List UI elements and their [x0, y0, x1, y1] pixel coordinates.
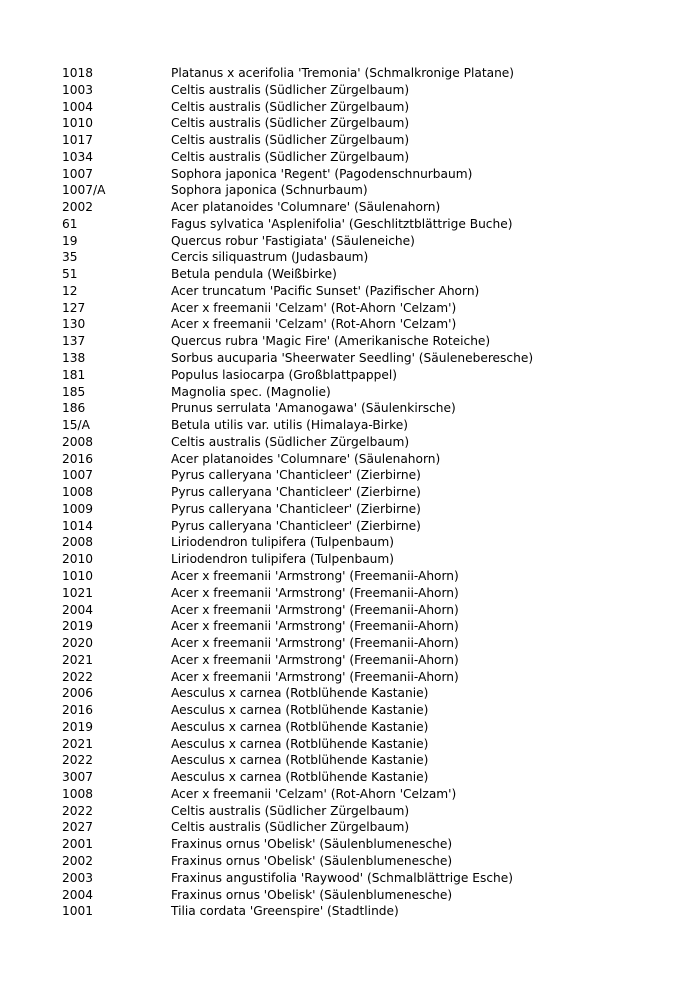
tree-species: Acer x freemanii 'Armstrong' (Freemanii-Ahorn) — [171, 652, 459, 667]
list-item — [62, 819, 533, 836]
tree-species: Acer x freemanii 'Armstrong' (Freemanii-Ahorn) — [171, 619, 459, 634]
list-item — [62, 333, 533, 350]
tree-number: 61 — [62, 216, 78, 231]
list-item — [62, 249, 533, 266]
list-item — [62, 568, 533, 585]
tree-species: Acer x freemanii 'Armstrong' (Freemanii-Ahorn) — [171, 568, 459, 583]
tree-species: Acer x freemanii 'Armstrong' (Freemanii-Ahorn) — [171, 585, 459, 600]
list-item — [62, 199, 533, 216]
tree-number: 2001 — [62, 837, 94, 852]
list-item — [62, 501, 533, 518]
tree-number: 1004 — [62, 99, 94, 114]
list-item — [62, 719, 533, 736]
list-item — [62, 752, 533, 769]
tree-list — [62, 65, 533, 920]
tree-species: Sorbus aucuparia 'Sheerwater Seedling' (Säuleneberesche) — [171, 351, 534, 366]
tree-species: Acer x freemanii 'Celzam' (Rot-Ahorn 'Celzam') — [171, 786, 457, 801]
tree-species: Pyrus calleryana 'Chanticleer' (Zierbirne) — [171, 518, 421, 533]
tree-species: Aesculus x carnea (Rotblühende Kastanie) — [171, 686, 429, 701]
list-item — [62, 903, 533, 920]
list-item — [62, 702, 533, 719]
tree-number: 2019 — [62, 619, 94, 634]
tree-number: 2004 — [62, 602, 94, 617]
tree-number: 1021 — [62, 585, 94, 600]
tree-number: 2016 — [62, 451, 94, 466]
list-item — [62, 870, 533, 887]
tree-species: Fraxinus ornus 'Obelisk' (Säulenblumenesche) — [171, 853, 453, 868]
tree-species: Sophora japonica (Schnurbaum) — [171, 183, 368, 198]
tree-number: 35 — [62, 250, 78, 265]
list-item — [62, 769, 533, 786]
tree-species: Celtis australis (Südlicher Zürgelbaum) — [171, 803, 410, 818]
tree-number: 1014 — [62, 518, 94, 533]
list-item — [62, 350, 533, 367]
tree-species: Quercus robur 'Fastigiata' (Säuleneiche) — [171, 233, 415, 248]
tree-species: Prunus serrulata 'Amanogawa' (Säulenkirsche) — [171, 401, 456, 416]
tree-species: Platanus x acerifolia 'Tremonia' (Schmalkronige Platane) — [171, 66, 515, 80]
list-item — [62, 451, 533, 468]
list-item — [62, 618, 533, 635]
tree-number: 2008 — [62, 434, 94, 449]
list-item — [62, 602, 533, 619]
tree-species: Acer x freemanii 'Celzam' (Rot-Ahorn 'Celzam') — [171, 300, 457, 315]
list-item — [62, 266, 533, 283]
tree-number: 137 — [62, 334, 86, 349]
tree-species: Aesculus x carnea (Rotblühende Kastanie) — [171, 770, 429, 785]
list-item — [62, 216, 533, 233]
tree-number: 2021 — [62, 652, 94, 667]
list-item — [62, 467, 533, 484]
list-item — [62, 669, 533, 686]
list-item — [62, 149, 533, 166]
tree-species: Celtis australis (Südlicher Zürgelbaum) — [171, 99, 410, 114]
list-item — [62, 166, 533, 183]
tree-number: 2022 — [62, 669, 94, 684]
tree-species: Acer x freemanii 'Celzam' (Rot-Ahorn 'Celzam') — [171, 317, 457, 332]
tree-species: Liriodendron tulipifera (Tulpenbaum) — [171, 552, 395, 567]
tree-species: Quercus rubra 'Magic Fire' (Amerikanische Roteiche) — [171, 334, 491, 349]
list-item — [62, 233, 533, 250]
tree-number: 2008 — [62, 535, 94, 550]
list-item — [62, 65, 533, 82]
tree-number: 1008 — [62, 485, 94, 500]
tree-species: Aesculus x carnea (Rotblühende Kastanie) — [171, 753, 429, 768]
list-item — [62, 836, 533, 853]
tree-species: Acer truncatum 'Pacific Sunset' (Pazifischer Ahorn) — [171, 283, 480, 298]
list-item — [62, 316, 533, 333]
tree-number: 19 — [62, 233, 78, 248]
tree-number: 1008 — [62, 786, 94, 801]
list-item — [62, 534, 533, 551]
tree-number: 2003 — [62, 870, 94, 885]
tree-number: 2022 — [62, 803, 94, 818]
tree-number: 2006 — [62, 686, 94, 701]
list-item — [62, 887, 533, 904]
tree-species: Aesculus x carnea (Rotblühende Kastanie) — [171, 736, 429, 751]
tree-species: Acer platanoides 'Columnare' (Säulenahorn) — [171, 451, 441, 466]
tree-species: Fraxinus angustifolia 'Raywood' (Schmalblättrige Esche) — [171, 870, 513, 885]
list-item — [62, 384, 533, 401]
list-item — [62, 786, 533, 803]
tree-species: Aesculus x carnea (Rotblühende Kastanie) — [171, 719, 429, 734]
tree-species: Celtis australis (Südlicher Zürgelbaum) — [171, 82, 410, 97]
tree-species: Pyrus calleryana 'Chanticleer' (Zierbirne) — [171, 501, 421, 516]
tree-number: 1009 — [62, 501, 94, 516]
tree-number: 1003 — [62, 82, 94, 97]
tree-species: Acer platanoides 'Columnare' (Säulenahorn) — [171, 200, 441, 215]
list-item — [62, 367, 533, 384]
tree-number: 2002 — [62, 853, 94, 868]
tree-species: Cercis siliquastrum (Judasbaum) — [171, 250, 369, 265]
tree-number: 186 — [62, 401, 86, 416]
tree-number: 2016 — [62, 703, 94, 718]
list-item — [62, 518, 533, 535]
tree-species: Pyrus calleryana 'Chanticleer' (Zierbirne) — [171, 485, 421, 500]
tree-number: 2010 — [62, 552, 94, 567]
tree-species: Liriodendron tulipifera (Tulpenbaum) — [171, 535, 395, 550]
tree-species: Fraxinus ornus 'Obelisk' (Säulenblumenesche) — [171, 837, 453, 852]
list-item — [62, 551, 533, 568]
tree-species: Pyrus calleryana 'Chanticleer' (Zierbirne) — [171, 468, 421, 483]
tree-number: 2022 — [62, 753, 94, 768]
list-item — [62, 685, 533, 702]
tree-species: Celtis australis (Südlicher Zürgelbaum) — [171, 149, 410, 164]
list-item — [62, 115, 533, 132]
tree-species: Celtis australis (Südlicher Zürgelbaum) — [171, 116, 410, 131]
tree-number: 1010 — [62, 568, 94, 583]
tree-number: 1007 — [62, 468, 94, 483]
list-item — [62, 635, 533, 652]
tree-number: 127 — [62, 300, 86, 315]
tree-number: 130 — [62, 317, 86, 332]
list-item — [62, 434, 533, 451]
list-item — [62, 736, 533, 753]
tree-number: 185 — [62, 384, 86, 399]
tree-species: Acer x freemanii 'Armstrong' (Freemanii-Ahorn) — [171, 636, 459, 651]
tree-species: Betula pendula (Weißbirke) — [171, 267, 337, 282]
tree-number: 51 — [62, 267, 78, 282]
tree-species: Fagus sylvatica 'Asplenifolia' (Geschlitztblättrige Buche) — [171, 216, 513, 231]
tree-species: Magnolia spec. (Magnolie) — [171, 384, 331, 399]
tree-species: Fraxinus ornus 'Obelisk' (Säulenblumenesche) — [171, 887, 453, 902]
tree-number: 1007/A — [62, 183, 106, 198]
tree-number: 181 — [62, 367, 86, 382]
list-item — [62, 82, 533, 99]
list-item — [62, 652, 533, 669]
list-item — [62, 484, 533, 501]
list-item — [62, 803, 533, 820]
tree-number: 2002 — [62, 200, 94, 215]
tree-number: 2019 — [62, 719, 94, 734]
tree-species: Sophora japonica 'Regent' (Pagodenschnurbaum) — [171, 166, 473, 181]
list-item — [62, 400, 533, 417]
tree-species: Acer x freemanii 'Armstrong' (Freemanii-Ahorn) — [171, 669, 459, 684]
tree-number: 2004 — [62, 887, 94, 902]
tree-species: Acer x freemanii 'Armstrong' (Freemanii-Ahorn) — [171, 602, 459, 617]
tree-species: Aesculus x carnea (Rotblühende Kastanie) — [171, 703, 429, 718]
list-item — [62, 132, 533, 149]
list-item — [62, 182, 533, 199]
tree-number: 2027 — [62, 820, 94, 835]
tree-species: Betula utilis var. utilis (Himalaya-Birke) — [171, 418, 408, 433]
tree-species: Tilia cordata 'Greenspire' (Stadtlinde) — [171, 904, 399, 919]
list-item — [62, 853, 533, 870]
tree-number: 12 — [62, 283, 78, 298]
tree-species: Celtis australis (Südlicher Zürgelbaum) — [171, 820, 410, 835]
tree-number: 1007 — [62, 166, 94, 181]
list-item — [62, 300, 533, 317]
list-item — [62, 283, 533, 300]
tree-species: Celtis australis (Südlicher Zürgelbaum) — [171, 133, 410, 148]
tree-number: 2020 — [62, 636, 94, 651]
tree-number: 138 — [62, 351, 86, 366]
tree-number: 1017 — [62, 133, 94, 148]
tree-species: Celtis australis (Südlicher Zürgelbaum) — [171, 434, 410, 449]
tree-number: 2021 — [62, 736, 94, 751]
tree-number: 3007 — [62, 770, 94, 785]
tree-number: 1034 — [62, 149, 94, 164]
list-item — [62, 417, 533, 434]
tree-species: Populus lasiocarpa (Großblattpappel) — [171, 367, 398, 382]
tree-number: 1010 — [62, 116, 94, 131]
tree-number: 15/A — [62, 418, 90, 433]
tree-number: 1001 — [62, 904, 94, 919]
list-item — [62, 99, 533, 116]
tree-number: 1018 — [62, 66, 94, 80]
list-item — [62, 585, 533, 602]
